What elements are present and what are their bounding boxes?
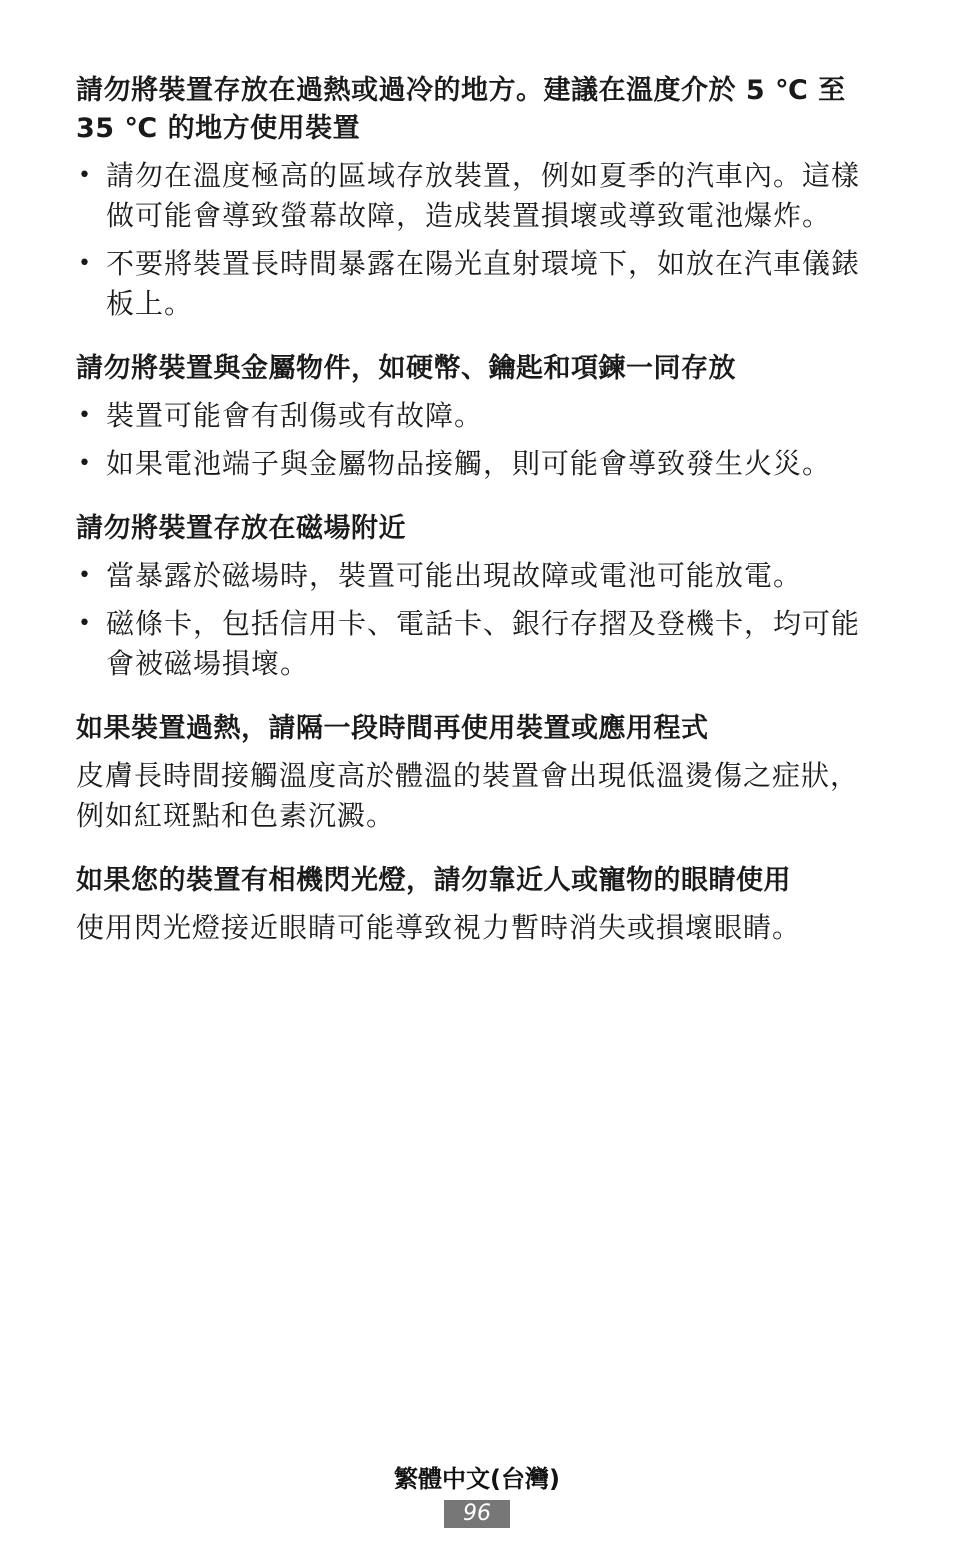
page-footer xyxy=(0,1462,954,1528)
list-item xyxy=(76,556,876,596)
list-item xyxy=(76,156,876,236)
section-paragraph: 皮膚長時間接觸溫度高於體溫的裝置會出現低溫燙傷之症狀，例如紅斑點和色素沉澱。 xyxy=(76,759,860,832)
list-item xyxy=(76,244,876,324)
bullet-icon: • xyxy=(78,251,92,276)
list-item-text: 不要將裝置長時間暴露在陽光直射環境下，如放在汽車儀錶板上。 xyxy=(106,247,861,320)
section-heading: 請勿將裝置存放在磁場附近 xyxy=(76,513,406,544)
bullet-list xyxy=(76,156,876,324)
bullet-icon: • xyxy=(78,403,92,428)
list-item xyxy=(76,604,876,684)
list-item-text: 裝置可能會有刮傷或有故障。 xyxy=(106,399,484,432)
list-item-text: 磁條卡，包括信用卡、電話卡、銀行存摺及登機卡，均可能會被磁場損壞。 xyxy=(106,607,861,680)
section-heading: 如果裝置過熱，請隔一段時間再使用裝置或應用程式 xyxy=(76,713,709,744)
bullet-icon: • xyxy=(78,563,92,588)
bullet-list xyxy=(76,556,876,684)
footer-language: 繁體中文(台灣) xyxy=(394,1465,560,1493)
page-content xyxy=(76,72,876,974)
bullet-list xyxy=(76,396,876,484)
page-number: 96 xyxy=(444,1500,510,1528)
list-item-text: 當暴露於磁場時，裝置可能出現故障或電池可能放電。 xyxy=(106,559,803,592)
list-item xyxy=(76,396,876,436)
section-heading: 如果您的裝置有相機閃光燈，請勿靠近人或寵物的眼睛使用 xyxy=(76,865,791,896)
bullet-icon: • xyxy=(78,451,92,476)
section-heading: 請勿將裝置存放在過熱或過冷的地方。建議在溫度介於 5 ℃ 至 35 ℃ 的地方使用裝置 xyxy=(76,75,846,144)
section-temperature xyxy=(76,72,876,324)
list-item xyxy=(76,444,876,484)
list-item-text: 請勿在溫度極高的區域存放裝置，例如夏季的汽車內。這樣做可能會導致螢幕故障，造成裝置損壞或導致電池爆炸。 xyxy=(106,159,861,232)
section-camera-flash xyxy=(76,862,876,948)
list-item-text: 如果電池端子與金屬物品接觸，則可能會導致發生火災。 xyxy=(106,447,832,480)
section-magnetic-fields xyxy=(76,510,876,684)
section-heading: 請勿將裝置與金屬物件，如硬幣、鑰匙和項鍊一同存放 xyxy=(76,353,736,384)
section-overheating xyxy=(76,710,876,836)
section-metal-objects xyxy=(76,350,876,484)
section-paragraph: 使用閃光燈接近眼睛可能導致視力暫時消失或損壞眼睛。 xyxy=(76,911,802,944)
bullet-icon: • xyxy=(78,163,92,188)
bullet-icon: • xyxy=(78,611,92,636)
